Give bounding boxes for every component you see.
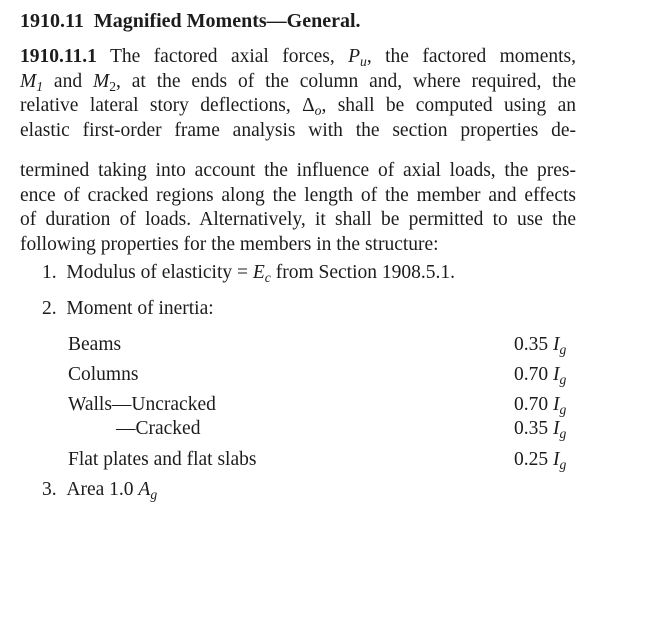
section-title: Magnified Moments—General. <box>93 10 361 32</box>
list-item-area: 3. Area 1.0 $A_g$ <box>42 479 158 503</box>
list-item-modulus: 1. Modulus of elasticity = $E_c$ from Section 1908.5.1. <box>42 262 455 286</box>
paragraph-line: of duration of loads. Alternatively, it shall be permitted to use the <box>20 209 576 230</box>
inertia-label: Flat plates and flat slabs <box>68 449 257 470</box>
section-number: 1910.11 <box>20 10 84 32</box>
paragraph-line: 1910.11.1 The factored axial forces, $P_u$, the factored moments, <box>20 46 576 70</box>
inertia-label: Columns <box>68 364 139 385</box>
paragraph-line: $M_1$ and $M_2$, at the ends of the column and, where required, the <box>20 70 576 94</box>
inertia-label: Beams <box>68 334 122 355</box>
paragraph-line: ence of cracked regions along the length of the member and effects <box>20 184 576 206</box>
inertia-value: 0.70 $I_g$ <box>514 394 567 418</box>
paragraph-line: relative lateral story deflections, $\Delta_o$, shall be computed using an <box>20 95 577 119</box>
paragraph-line: following properties for the members in the structure: <box>20 233 439 255</box>
inertia-value: 0.70 $I_g$ <box>514 364 567 388</box>
subsection-paragraph <box>20 45 576 143</box>
paragraph-line: elastic first-order frame analysis with the section properties de- <box>20 119 576 141</box>
inertia-label: —Cracked <box>116 418 201 439</box>
inertia-label: Walls—Uncracked <box>68 394 216 415</box>
inertia-value: 0.35 $I_g$ <box>514 334 567 358</box>
inertia-value: 0.35 $I_g$ <box>514 418 567 442</box>
paragraph-line: termined taking into account the influence of axial loads, the pres- <box>20 160 576 181</box>
continuation-paragraph <box>20 159 576 257</box>
subsection-number: 1910.11.1 <box>20 46 97 67</box>
inertia-value: 0.25 $I_g$ <box>514 449 567 473</box>
list-item-moment-of-inertia: 2. Moment of inertia: <box>42 298 214 319</box>
section-heading <box>20 10 361 33</box>
